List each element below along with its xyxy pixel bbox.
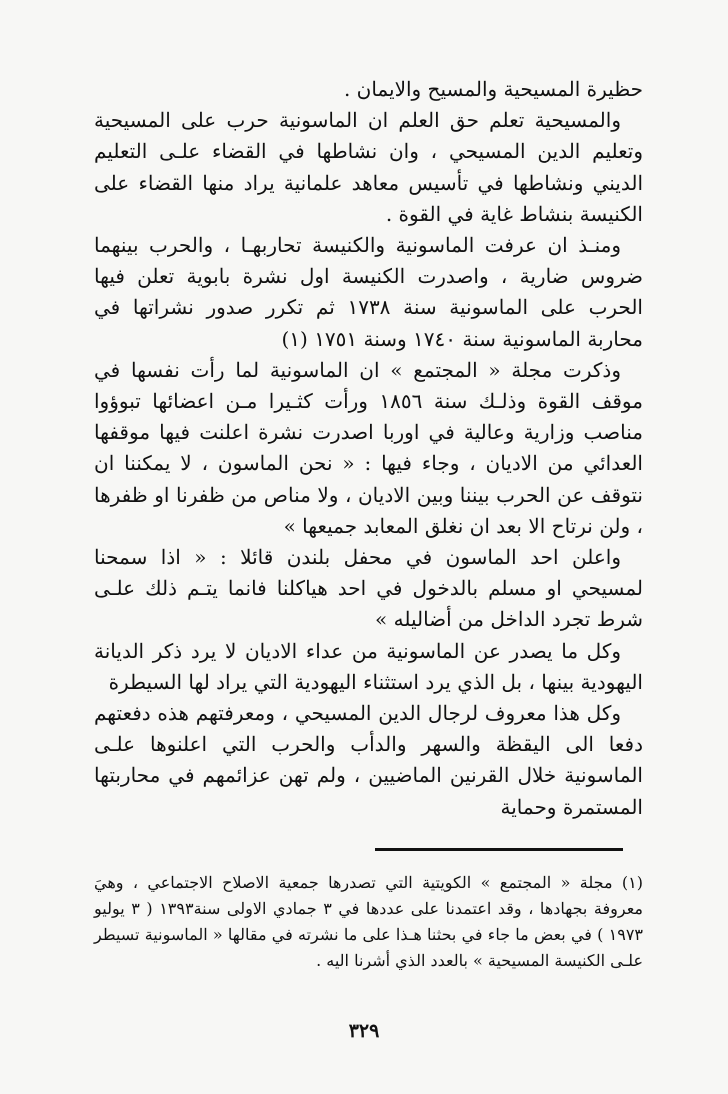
paragraph-continuation: حظيرة المسيحية والمسيح والايمان . (343, 77, 643, 101)
page-number: ٣٢٩ (348, 1020, 380, 1042)
paragraph: وكل هذا معروف لرجال الدين المسيحي ، ومعرفتهم هذه دفعتهم دفعا الى اليقظة والسهر والدأب والحرب التي اعلنوها علـى الماسونية خلال القرنين الماضيين ، ولم تهن عزائمهم في محاربتها المستمرة وحماية (94, 701, 643, 819)
paragraph: واعلن احد الماسون في محفل بلندن قائلا : « اذا سمحنا لمسيحي او مسلم بالدخول في احد هياكلنا فانما يتـم ذلك علـى شرط تجرد الداخل من أضاليله » (94, 545, 643, 632)
paragraph: ومنـذ ان عرفت الماسونية والكنيسة تحاربهـا ، والحرب بينهما ضروس ضارية ، واصدرت الكنيسة اول نشرة بابوية تعلن فيها الحرب على الماسونية سنة ١٧٣٨ ثم تكرر صدور نشراتها في محاربة الماسونية سنة ١٧٤٠ وسنة ١٧٥١ (١) (94, 233, 644, 351)
paragraph: وكل ما يصدر عن الماسونية من عداء الاديان لا يرد ذكر الديانة اليهودية بينها ، بل الذي يرد استثناء اليهودية التي يراد لها السيطرة (94, 638, 643, 694)
main-text (94, 74, 643, 823)
footnote (94, 870, 643, 974)
footnote-separator (375, 848, 623, 851)
paragraph: والمسيحية تعلم حق العلم ان الماسونية حرب على المسيحية وتعليم الدين المسيحي ، وان نشاطها في القضاء علـى التعليم الديني ونشاطها في تأسيس معاهد علمانية يراد منها القضاء على الكنيسة بنشاط غاية في القوة . (94, 108, 644, 226)
paragraph: وذكرت مجلة « المجتمع » ان الماسونية لما رأت نفسها في موقف القوة وذلـك سنة ١٨٥٦ ورأت كثـيرا مـن اعضائها تبوؤوا مناصب وزارية وعالية في اوربا اصدرت نشرة اعلنت فيها موقفها العدائي من الاديان ، وجاء فيها : « نحن الماسون ، لا يمكننا ان نتوقف عن الحرب بيننا وبين الاديان ، ولا مناص من ظفرنا او ظفرها ، ولن نرتاح الا بعد ان نغلق المعابد جميعها » (94, 357, 643, 538)
footnote-text: (١) مجلة « المجتمع » الكويتية التي تصدرها جمعية الاصلاح الاجتماعي ، وهيَ معروفة بجهادها ، وقد اعتمدنا على عددها في ٣ جمادي الاولى سنة١٣٩٣ ( ٣ يوليو ١٩٧٣ ) في بعض ما جاء في بحثنا هـذا على ما نشرته في مقالها « الماسونية تسيطر علـى الكنيسة المسيحية » بالعدد الذي أشرنا اليه . (94, 873, 644, 970)
